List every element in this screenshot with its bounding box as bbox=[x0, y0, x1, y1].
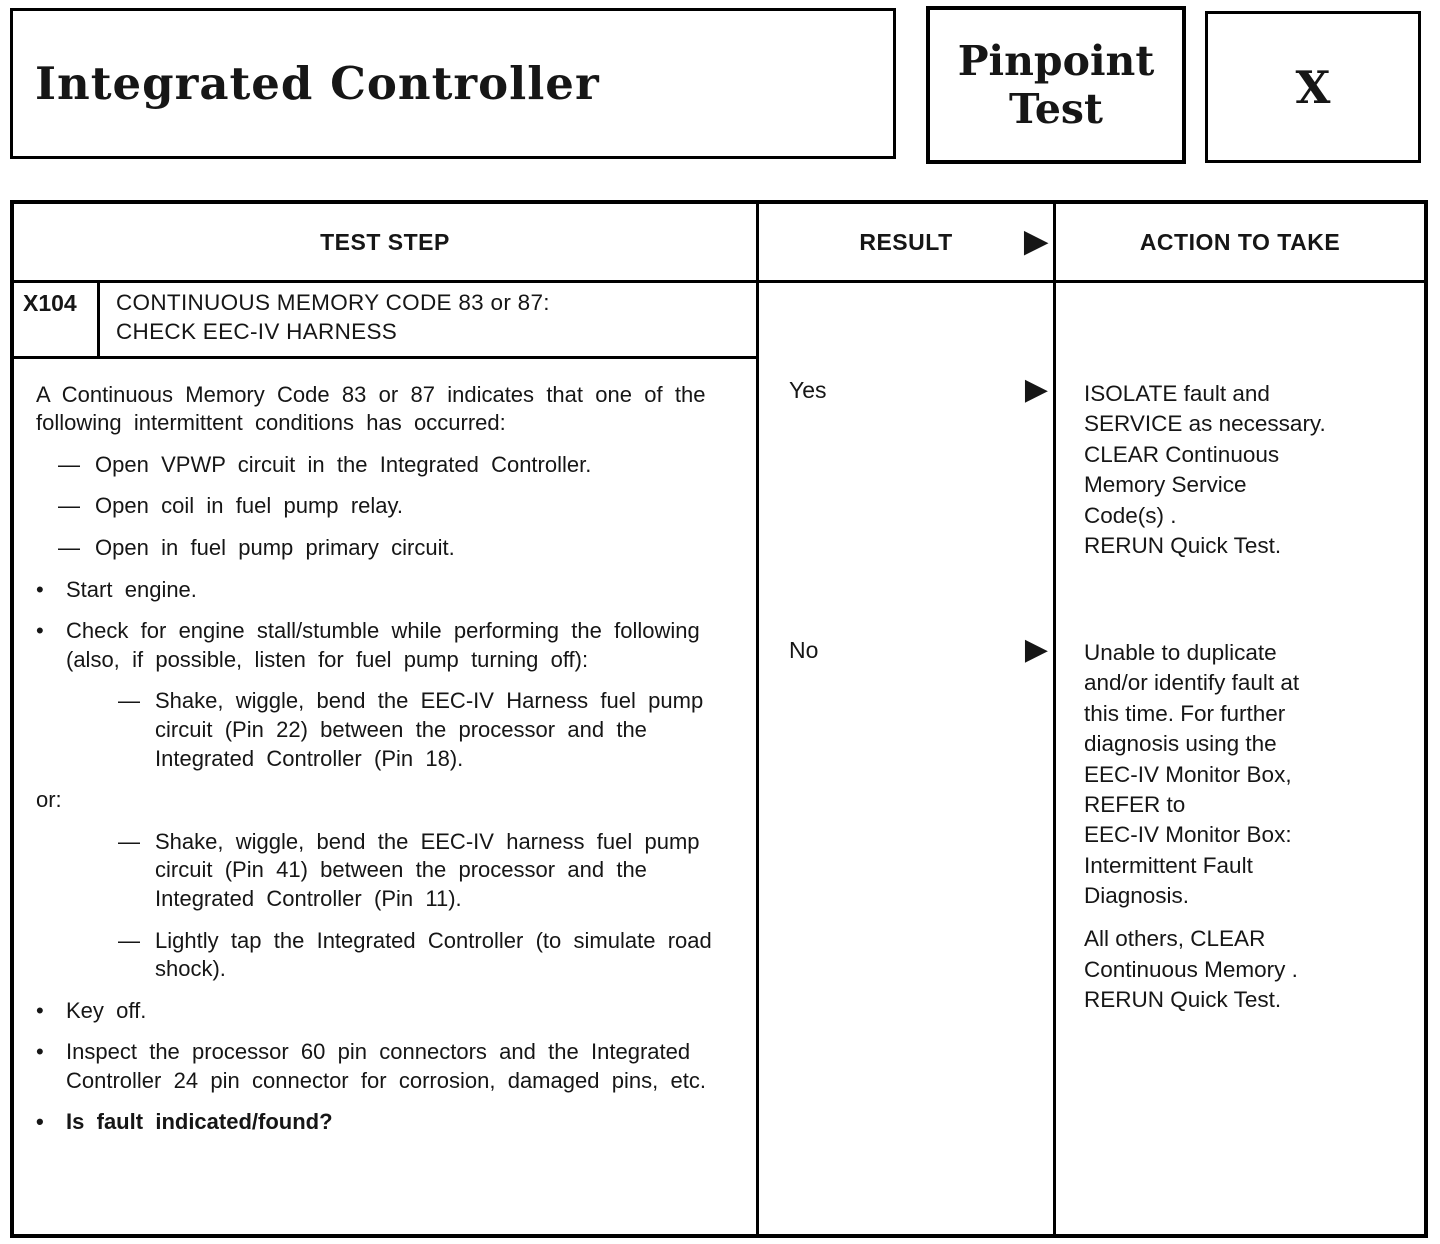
pinpoint-test-box bbox=[926, 6, 1186, 164]
table-body bbox=[14, 283, 1424, 1234]
result-arrow-icon: ▶ bbox=[1024, 225, 1048, 258]
test-step-instructions bbox=[14, 359, 756, 1158]
pinpoint-label-line1: Pinpoint bbox=[957, 36, 1155, 85]
bullet-marker: • bbox=[36, 1109, 44, 1135]
action-no-block: Unable to duplicate and/or identify fault at this time. For further diagnosis using the EEC-IV Monitor Box, REFER to EEC-IV Monitor Box: Intermittent Fault Diagnosis. All others, CLEAR Continuous Memory . RERUN Quick Test. bbox=[1084, 638, 1414, 1016]
column-header-result-label: RESULT bbox=[859, 228, 953, 255]
step-title-line1: CONTINUOUS MEMORY CODE 83 or 87: bbox=[116, 290, 550, 315]
test-step-column bbox=[14, 283, 759, 1234]
list-item: — Open coil in fuel pump relay. bbox=[36, 492, 738, 521]
result-no-label: No bbox=[789, 636, 819, 663]
action-spacer bbox=[1084, 911, 1414, 924]
step-title-line2: CHECK EEC-IV HARNESS bbox=[116, 318, 398, 344]
result-arrow-icon: ▶ bbox=[1024, 373, 1048, 406]
document-title-box bbox=[10, 8, 896, 159]
list-item: — Lightly tap the Integrated Controller (to simulate road shock). bbox=[36, 927, 738, 984]
list-item: — Open in fuel pump primary circuit. bbox=[36, 534, 738, 563]
test-letter: X bbox=[1295, 60, 1331, 114]
dash-marker: — bbox=[118, 688, 140, 714]
column-header-result bbox=[759, 204, 1056, 280]
step-header-row bbox=[14, 283, 756, 359]
final-question: • Is fault indicated/found? bbox=[36, 1108, 738, 1137]
step-title bbox=[100, 283, 562, 356]
pinpoint-label-line2: Test bbox=[1009, 85, 1103, 133]
result-arrow-icon: ▶ bbox=[1024, 633, 1048, 666]
result-row-no bbox=[759, 635, 1053, 665]
column-header-action: ACTION TO TAKE bbox=[1139, 228, 1341, 255]
test-letter-box bbox=[1205, 11, 1421, 163]
list-item: • Key off. bbox=[36, 997, 738, 1026]
list-item: • Start engine. bbox=[36, 576, 738, 605]
dash-marker: — bbox=[58, 493, 80, 519]
bullet-marker: • bbox=[36, 1039, 44, 1065]
dash-marker: — bbox=[118, 927, 140, 953]
list-item: — Shake, wiggle, bend the EEC-IV Harness fuel pump circuit (Pin 22) between the processor and the Integrated Controller (Pin 18). bbox=[36, 687, 738, 773]
dash-marker: — bbox=[58, 534, 80, 560]
list-item: • Check for engine stall/stumble while performing the following (also, if possible, listen for fuel pump turning off): bbox=[36, 617, 738, 674]
list-item: — Open VPWP circuit in the Integrated Controller. bbox=[36, 451, 738, 480]
test-step-intro: A Continuous Memory Code 83 or 87 indicates that one of the following intermittent conditions has occurred: bbox=[36, 381, 706, 436]
dash-marker: — bbox=[58, 451, 80, 477]
list-item: • Inspect the processor 60 pin connectors and the Integrated Controller 24 pin connector for corrosion, damaged pins, etc. bbox=[36, 1038, 738, 1095]
table-header-row bbox=[14, 204, 1424, 283]
action-column bbox=[1056, 283, 1424, 1234]
page-title: Integrated Controller bbox=[35, 57, 600, 110]
result-row-yes bbox=[759, 375, 1053, 405]
list-item: — Shake, wiggle, bend the EEC-IV harness fuel pump circuit (Pin 41) between the processor and the Integrated Controller (Pin 11). bbox=[36, 828, 738, 914]
or-separator: or: bbox=[36, 787, 62, 813]
action-yes-block: ISOLATE fault and SERVICE as necessary. CLEAR Continuous Memory Service Code(s) . RERUN Quick Test. bbox=[1084, 381, 1326, 558]
bullet-marker: • bbox=[36, 618, 44, 644]
result-column bbox=[759, 283, 1056, 1234]
dash-marker: — bbox=[118, 828, 140, 854]
bullet-marker: • bbox=[36, 997, 44, 1023]
column-header-test-step: TEST STEP bbox=[14, 204, 759, 280]
result-yes-label: Yes bbox=[789, 376, 827, 403]
step-id: X104 bbox=[14, 283, 100, 356]
bullet-marker: • bbox=[36, 576, 44, 602]
pinpoint-test-table bbox=[10, 200, 1428, 1238]
